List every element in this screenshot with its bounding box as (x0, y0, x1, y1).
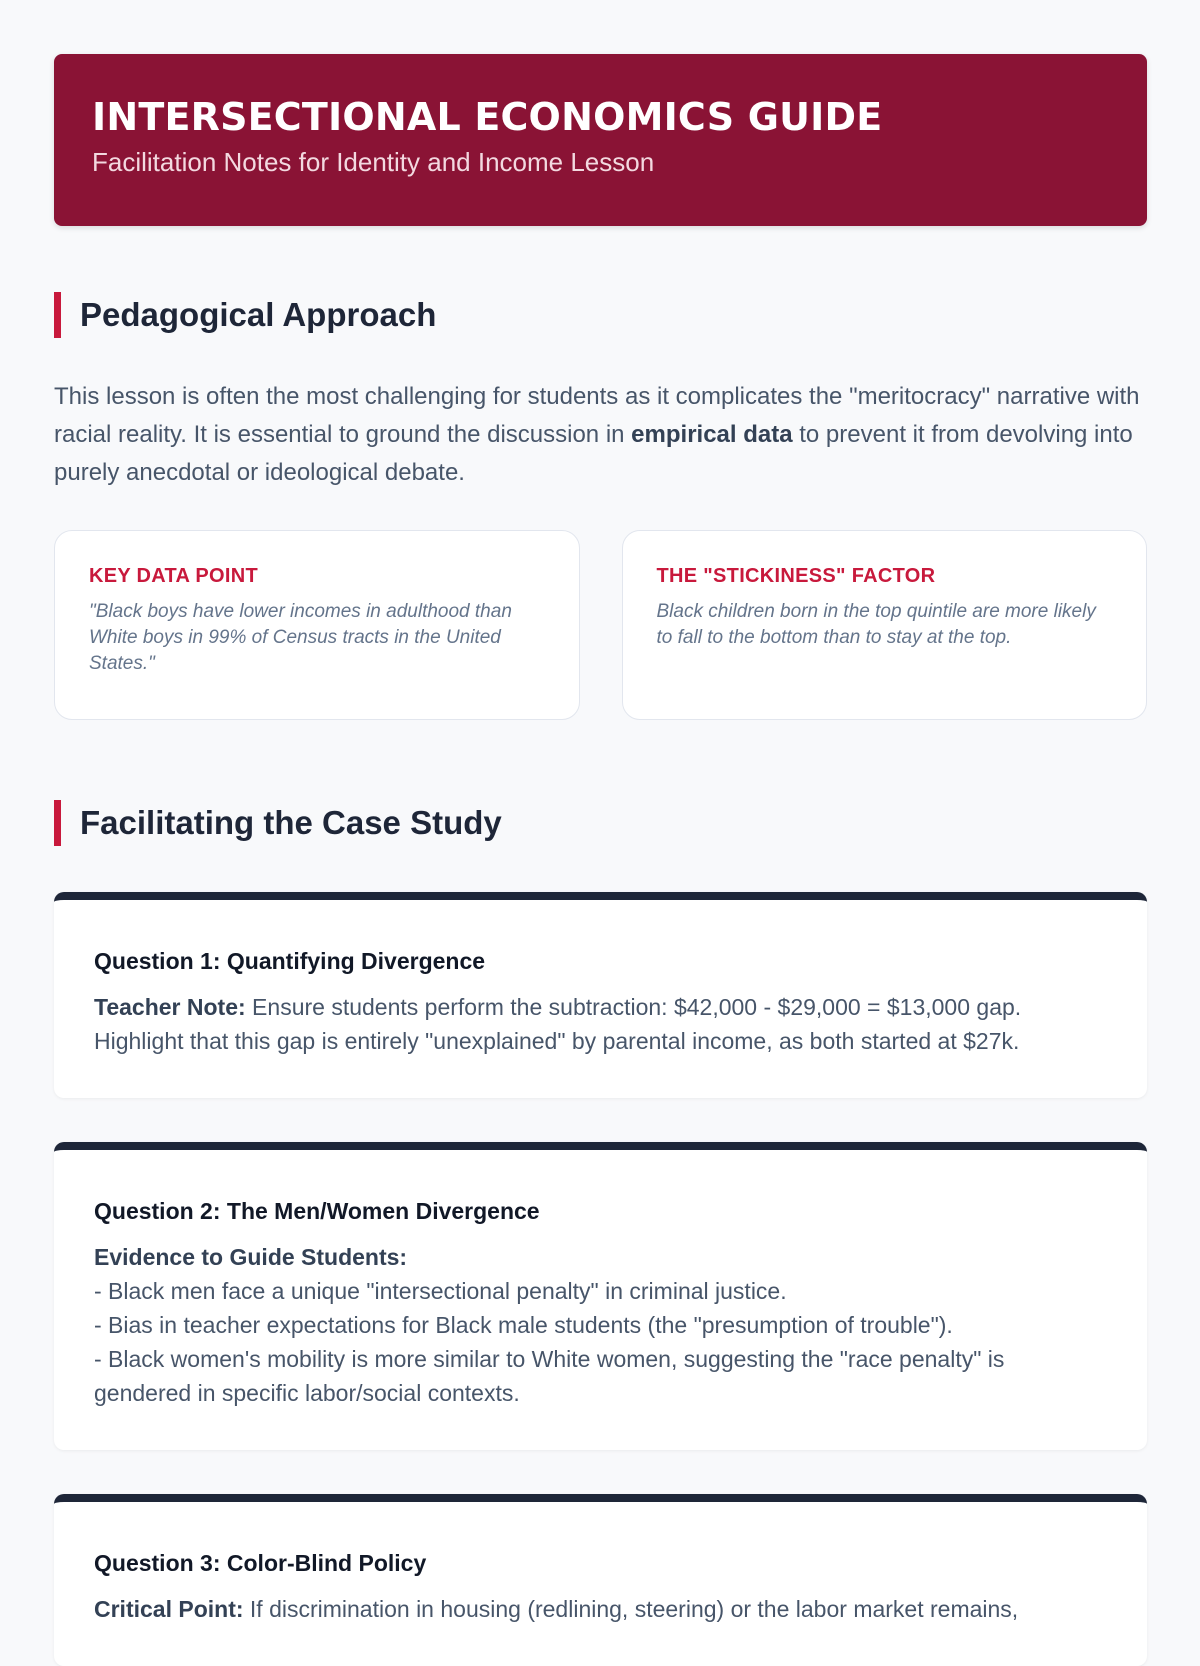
question-card-1 (54, 892, 1147, 1098)
question-body (94, 990, 1107, 1058)
question-title: Question 2: The Men/Women Divergence (94, 1198, 540, 1224)
card-quote: "Black boys have lower incomes in adulthood than White boys in 99% of Census tracts in the United States." (89, 601, 512, 674)
card-quote: Black children born in the top quintile are more likely to fall to the bottom than to stay at the top. (656, 601, 1096, 648)
question-card-2 (54, 1142, 1147, 1450)
stickiness-factor-card (622, 530, 1148, 720)
intro-text-end: to prevent it from devolving into purely anecdotal or ideological debate. (54, 421, 1133, 486)
guide-page (54, 54, 1147, 1666)
question-note-text: If discrimination in housing (redlining, steering) or the labor market remains, (243, 1596, 1019, 1622)
question-note-text: Ensure students perform the subtraction: $42,000 - $29,000 = $13,000 gap. Highlight that this gap is entirely "unexplained" by parental income, as both started at $27k. (94, 994, 1022, 1054)
card-label: THE "STICKINESS" FACTOR (656, 565, 936, 587)
page-title: INTERSECTIONAL ECONOMICS GUIDE (92, 95, 883, 139)
key-data-point-card (54, 530, 580, 720)
section-heading-case-study: Facilitating the Case Study (54, 800, 1147, 846)
evidence-item: - Black women's mobility is more similar to White women, suggesting the "race penalty" is gendered in specific labor/social contexts. (94, 1346, 1005, 1406)
critical-point-label: Critical Point: (94, 1596, 244, 1622)
question-body (94, 1240, 1107, 1410)
evidence-item: - Bias in teacher expectations for Black male students (the "presumption of trouble"). (94, 1312, 953, 1338)
question-title: Question 3: Color-Blind Policy (94, 1550, 427, 1576)
teacher-note-label: Teacher Note: (94, 994, 246, 1020)
intro-emphasis: empirical data (631, 421, 793, 448)
card-label: KEY DATA POINT (89, 565, 259, 587)
question-title: Question 1: Quantifying Divergence (94, 948, 486, 974)
page-subtitle: Facilitation Notes for Identity and Income Lesson (92, 147, 655, 177)
evidence-label: Evidence to Guide Students: (94, 1244, 408, 1270)
intro-paragraph (54, 378, 1147, 492)
question-body (94, 1592, 1107, 1626)
question-card-3 (54, 1494, 1147, 1666)
evidence-item: - Black men face a unique "intersectional penalty" in criminal justice. (94, 1278, 787, 1304)
data-point-cards (54, 530, 1147, 720)
intro-text-start: This lesson is often the most challenging for students as it complicates the "meritocracy" narrative with racial reality. It is essential to ground the discussion in (54, 383, 1140, 448)
section-heading-pedagogy: Pedagogical Approach (54, 292, 1147, 338)
guide-header (54, 54, 1147, 226)
